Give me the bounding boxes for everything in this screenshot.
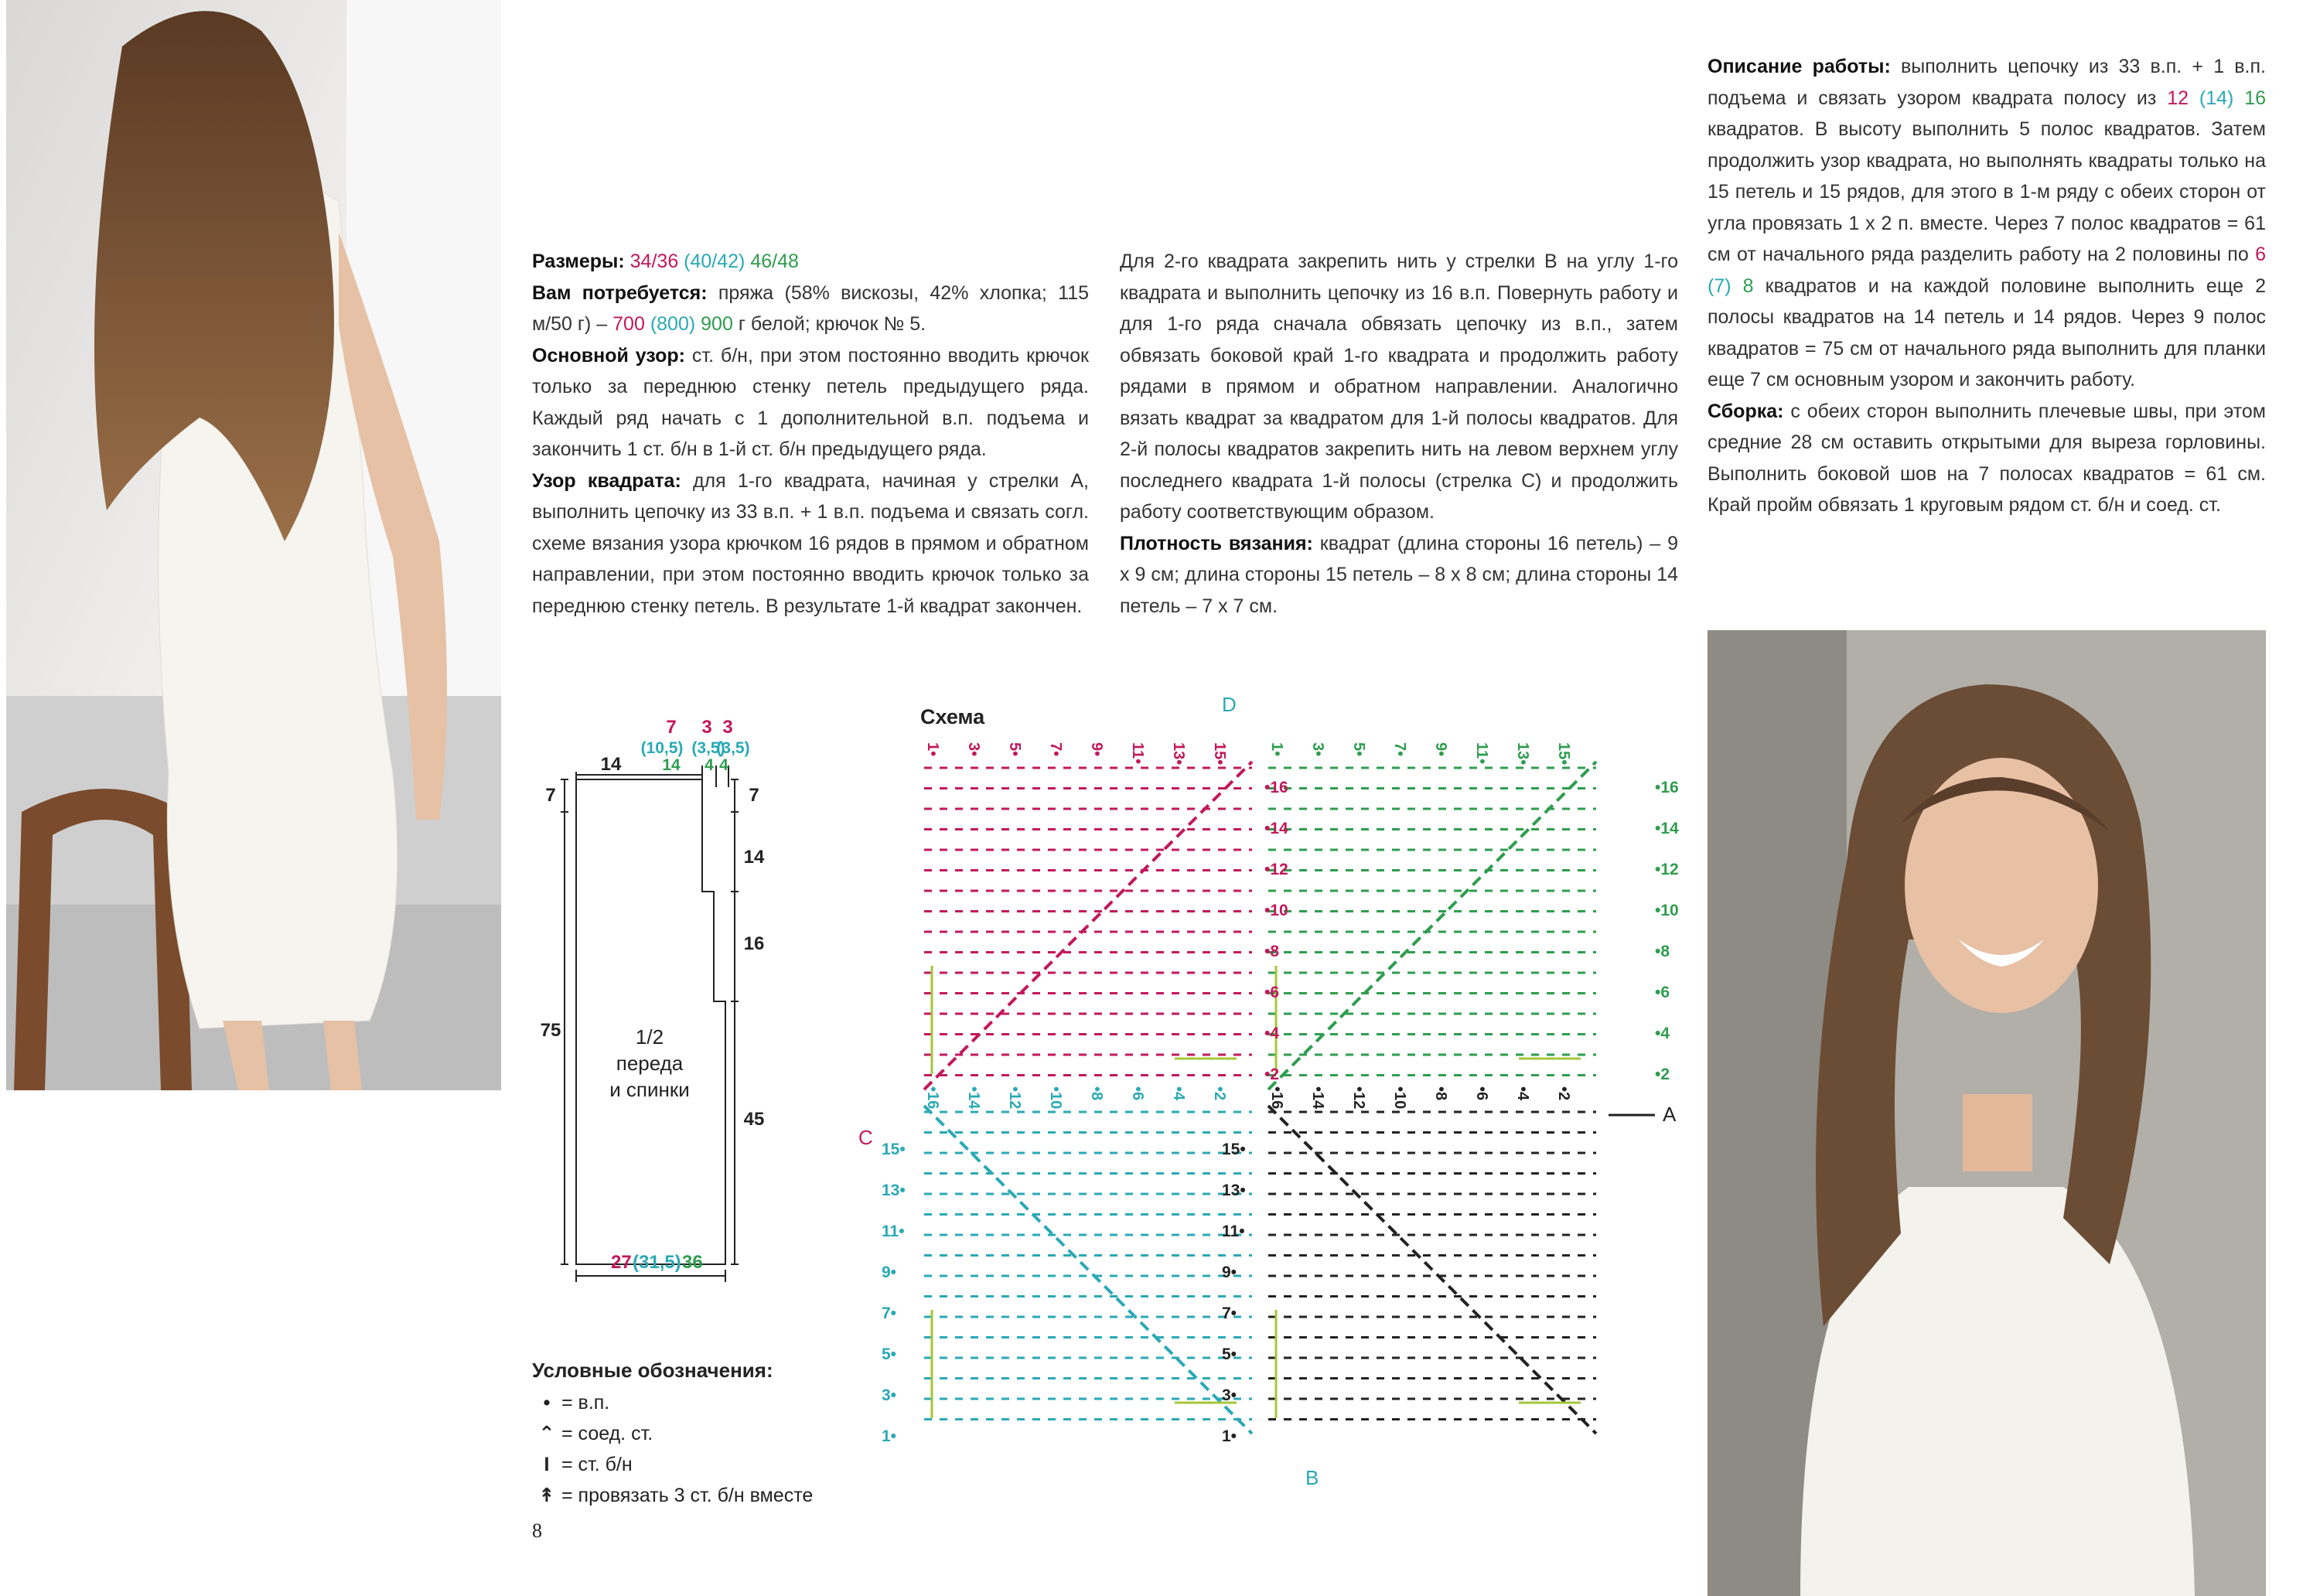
chart-col-number: 9• [1432,742,1449,757]
chart-row-number: 9• [882,1264,897,1281]
chart-col-number: •12 [1350,1086,1367,1110]
chain-stitch-icon: • [543,1392,551,1414]
squares-count-2: (14) [2199,87,2234,109]
chart-col-number: •4 [1514,1086,1531,1101]
work-text-3: квадратов и на каждой половине выполнить еще 2 полосы квадратов на 14 петель и 14 рядов. Через 9 полос квадратов = 75 см от начального ряда выполнить для планки еще 7 см основным узором и закончить работу. [1708,275,2266,390]
legend-text: = соед. ст. [561,1423,653,1444]
pattern-bottom-3: 36 [682,1252,703,1273]
chart-diagonal [924,762,1252,1090]
main-pattern-paragraph [532,340,1089,466]
chart-row-number: •4 [1264,1025,1280,1042]
chart-col-number: 15• [1211,742,1228,766]
chart-row-number: •2 [1264,1066,1280,1083]
assembly-text: с обеих сторон выполнить плечевые швы, при этом средние 28 см оставить открытыми для выреза горловины. Выполнить боковой шов на 7 полосах квадратов = 61 см. Край пройм обвязать 1 круговым рядом ст. б/н и соед. ст. [1708,400,2266,516]
yarn-amount-1: 700 [612,313,645,335]
work-description-paragraph [1708,51,2266,396]
assembly-paragraph [1708,396,2266,521]
chart-diagonal [1268,762,1596,1090]
chart-row-number: •8 [1264,943,1280,960]
chart-row-number: 13• [882,1182,906,1199]
chart-row-number: 15• [882,1141,906,1158]
density-text: квадрат (длина стороны 16 петель) – 9 х 9 см; длина стороны 15 петель – 8 х 8 см; длина стороны 14 петель – 7 х 7 см. [1120,532,1678,617]
chart-row-number: 5• [1222,1345,1237,1363]
chart-col-number: •8 [1088,1086,1105,1101]
chart-row-number: •14 [1264,820,1288,837]
pattern-top-3a: 3 [701,717,712,738]
pattern-top-4a: 4 [705,756,714,774]
assembly-label: Сборка: [1708,400,1784,422]
sizes-line [532,246,1089,278]
text-column-1 [532,246,1089,622]
chart-col-number: 13• [1170,742,1187,766]
chart-row-number: 11• [1222,1223,1245,1240]
chart-row-number: 15• [1222,1141,1246,1158]
pattern-right-7: 7 [749,785,759,806]
pattern-top-4b: 4 [719,756,728,774]
chart-row-number: 1• [1222,1427,1237,1445]
chart-title: Схема [920,705,985,728]
work-text-2: квадратов. В высоту выполнить 5 полос квадратов. Затем продолжить узор квадрата, но выполнять квадраты только на 15 петель и 15 рядов, для этого в 1-м ряду с обеих сторон от угла провязать 1 х 2 п. вместе. Через 7 полос квадратов = 61 см от начального ряда разделить работу на 2 половины по [1708,118,2266,265]
chart-col-number: •4 [1170,1086,1187,1101]
chart-row-number: •2 [1655,1066,1670,1083]
pattern-left-75: 75 [540,1020,561,1041]
materials-text-2: г белой; крючок № 5. [738,313,926,335]
pattern-center-1: 1/2 [635,1025,664,1049]
chart-col-number: •10 [1391,1086,1408,1110]
slip-stitch-icon: ⌃ [538,1423,555,1444]
squares-count-1: 12 [2167,87,2189,109]
chart-col-number: 5• [1006,742,1023,757]
chart-col-number: •6 [1473,1086,1490,1101]
chart-col-number: •2 [1211,1086,1228,1101]
pattern-top-3b: 3 [722,717,733,738]
chart-col-number: 11• [1129,742,1146,765]
chart-row-number: •6 [1264,984,1280,1001]
chart-col-number: 1• [924,742,941,757]
legend-text: = провязать 3 ст. б/н вместе [561,1485,814,1506]
legend-item [532,1480,813,1511]
chart-col-number: •12 [1006,1086,1023,1110]
chart-col-number: •2 [1555,1086,1572,1101]
pattern-bottom-2: (31,5) [633,1252,681,1273]
chart-row-number: 7• [882,1304,897,1322]
chart-label-c: C [858,1126,873,1149]
pattern-top-14: 14 [600,754,622,775]
dress-back-photo [6,0,501,1090]
page-number: 8 [532,1519,542,1542]
chart-row-number: •14 [1655,820,1679,837]
square-pattern-text: для 1-го квадрата, начиная у стрелки А, выполнить цепочку из 33 в.п. + 1 в.п. подъема и связать согл. схеме вязания узора крючком 16 рядов в прямом и обратном направлении, при этом постоянно вводить крючок только за переднюю стенку петель. В результате 1-й квадрат закончен. [532,469,1090,617]
density-label: Плотность вязания: [1120,532,1313,554]
pattern-top-35a: (3,5) [691,739,725,757]
legend-item [532,1387,813,1418]
chart-col-number: 1• [1268,742,1285,757]
pattern-right-45: 45 [743,1109,765,1130]
square-pattern-label: Узор квадрата: [532,469,681,492]
chart-col-number: 5• [1350,742,1367,757]
materials-text-1: пряжа (58% вискозы, 42% хлопка; 115 м/50 г) – [532,281,1090,335]
chart-row-number: 13• [1222,1182,1246,1199]
square-pattern-paragraph [532,466,1089,622]
pattern-center-3: и спинки [609,1078,690,1101]
work-text-1: выполнить цепочку из 33 в.п. + 1 в.п. подъема и связать узором квадрата полосу из [1708,56,2266,109]
garment-pattern-diagram [534,711,797,1284]
squares-count-3: 16 [2244,87,2267,109]
half-count-3: 8 [1742,275,1754,297]
materials-paragraph [532,278,1089,340]
work-description-label: Описание работы: [1708,56,1891,77]
half-count-2: (7) [1708,275,1731,297]
chart-row-number: •4 [1655,1025,1670,1042]
pattern-right-16: 16 [743,933,765,954]
chart-col-number: •10 [1047,1086,1064,1110]
chart-row-number: 11• [882,1223,905,1240]
legend-item [532,1418,813,1449]
chart-col-number: 3• [1309,742,1326,757]
chart-col-number: 9• [1088,742,1105,757]
chart-row-number: 3• [1222,1386,1237,1404]
pattern-left-7: 7 [545,785,556,806]
chart-col-number: •14 [1309,1086,1326,1110]
chart-row-number: •12 [1264,861,1288,878]
chart-row-number: •12 [1655,861,1679,878]
chart-col-number: 15• [1555,742,1572,766]
chart-row-number: •10 [1655,902,1679,919]
pattern-center-2: переда [616,1052,684,1075]
chart-label-a: A [1663,1103,1677,1126]
size-3: 46/48 [750,251,799,272]
chart-col-number: •14 [965,1086,982,1110]
chart-row-number: •16 [1264,779,1288,796]
chart-row-number: •16 [1655,779,1679,796]
legend-text: = ст. б/н [561,1454,633,1475]
legend-title: Условные обозначения: [532,1359,773,1382]
materials-label: Вам потребуется: [532,281,708,304]
decrease-icon: ↟ [538,1485,555,1506]
chart-col-number: •6 [1129,1086,1146,1101]
chart-row-number: 9• [1222,1264,1237,1281]
pattern-top-105: (10,5) [640,739,684,757]
pattern-top-14b: 14 [662,756,681,774]
pattern-right-14: 14 [743,847,765,868]
chart-row-number: •6 [1655,984,1670,1001]
pattern-top-35b: (3,5) [716,739,750,757]
yarn-amount-2: (800) [650,313,696,335]
single-crochet-icon: I [544,1454,550,1475]
chart-row-number: 1• [882,1427,897,1445]
crochet-chart [851,688,1701,1516]
chart-diagonal [924,1106,1252,1434]
chart-col-number: •16 [1268,1086,1285,1110]
chart-row-number: 3• [882,1386,897,1404]
chart-row-number: •10 [1264,902,1288,919]
yarn-amount-3: 900 [701,313,733,335]
size-2: (40/42) [684,251,745,272]
chart-col-number: •16 [924,1086,941,1110]
chart-row-number: 5• [882,1345,897,1363]
sizes-label: Размеры: [532,251,625,272]
density-paragraph [1120,528,1678,622]
chart-col-number: 7• [1391,742,1408,757]
text-column-2 [1120,246,1678,622]
legend [532,1355,813,1511]
chart-row-number: •8 [1655,943,1670,960]
chart-col-number: 11• [1473,742,1490,765]
legend-text: = в.п. [561,1392,610,1414]
top-front-photo [1708,630,2266,1596]
chart-label-b: B [1305,1466,1319,1489]
chart-row-number: 7• [1222,1304,1237,1322]
main-pattern-label: Основной узор: [532,344,685,367]
half-count-1: 6 [2255,244,2267,265]
text-column-3 [1708,51,2266,521]
square-instructions: Для 2-го квадрата закрепить нить у стрелки В на углу 1-го квадрата и выполнить цепочку из 16 в.п. Повернуть работу и для 1-го ряда сначала обвязать цепочку из в.п., затем обвязать боковой край 1-го квадрата и продолжить работу рядами в прямом и обратном направлении. Аналогично вязать квадрат за квадратом для 1-й полосы квадратов. Для 2-й полосы квадратов закрепить нить на левом верхнем углу последнего квадрата 1-й полосы (стрелка С) и продолжить работу соответствующим образом. [1120,251,1678,523]
main-pattern-text: ст. б/н, при этом постоянно вводить крючок только за переднюю стенку петель предыдущего ряда. Каждый ряд начать с 1 дополнительной в.п. подъема и закончить 1 ст. б/н в 1-й ст. б/н предыдущего ряда. [532,344,1089,460]
chart-col-number: 3• [965,742,982,757]
chart-col-number: 13• [1514,742,1531,766]
pattern-top-7: 7 [666,717,677,738]
pattern-bottom-1: 27 [611,1252,632,1273]
chart-col-number: 7• [1047,742,1064,757]
size-1: 34/36 [629,251,679,272]
chart-col-number: •8 [1432,1086,1449,1101]
chart-label-d: D [1222,693,1237,716]
legend-item [532,1449,813,1480]
chart-diagonal [1268,1106,1596,1434]
